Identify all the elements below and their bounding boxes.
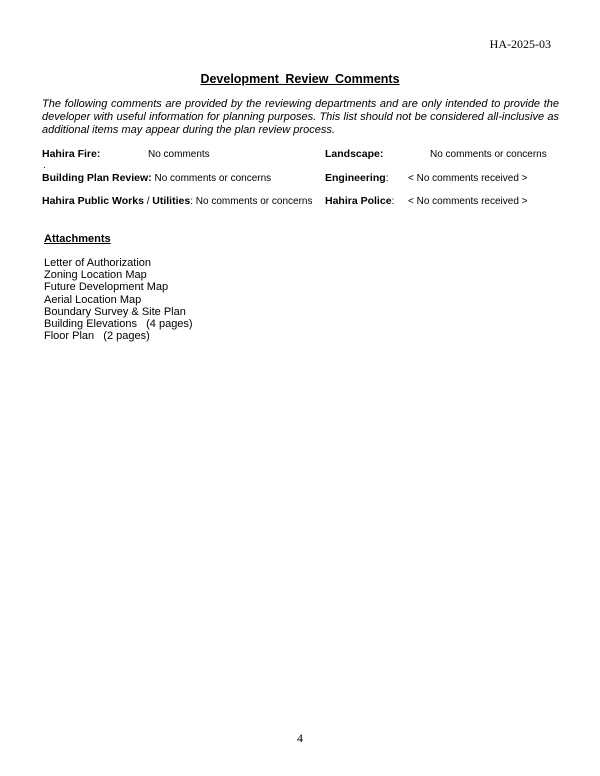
comment-building	[42, 172, 271, 184]
attachment-item: Boundary Survey & Site Plan	[44, 305, 186, 318]
comment-public-works	[42, 195, 312, 207]
comment-police-colon: :	[391, 196, 395, 207]
comment-landscape-value: No comments or concerns	[430, 149, 547, 160]
attachment-item: Building Elevations (4 pages)	[44, 318, 193, 331]
document-id: HA-2025-03	[489, 37, 551, 51]
comment-fire-value: No comments	[148, 149, 210, 160]
comment-fire	[42, 148, 100, 160]
comment-public-works-value: No comments or concerns	[195, 196, 313, 207]
comment-engineering-value: < No comments received >	[408, 173, 528, 184]
comment-engineering	[325, 172, 388, 184]
comment-police-value: < No comments received >	[408, 196, 528, 207]
attachments-heading: Attachments	[44, 233, 111, 245]
separator-dot: .	[43, 160, 46, 171]
comment-public-works-slash: /	[143, 196, 153, 207]
comment-building-value: No comments or concerns	[154, 173, 272, 184]
comment-police	[325, 195, 394, 207]
comment-landscape-label: Landscape:	[325, 148, 384, 160]
attachment-item: Floor Plan (2 pages)	[44, 330, 150, 343]
intro-paragraph: The following comments are provided by the reviewing departments and are only intended to provide the developer with useful information for planning purposes. This list should not be considered all-inclusive as additional items may appear during the plan review process.	[42, 98, 559, 136]
attachment-item: Future Development Map	[44, 281, 169, 294]
comment-engineering-colon: :	[385, 173, 389, 184]
comment-building-label: Building Plan Review:	[42, 172, 152, 184]
comment-landscape	[325, 148, 383, 160]
attachment-item: Zoning Location Map	[44, 269, 147, 282]
comment-police-label: Hahira Police	[325, 195, 392, 207]
attachments-list	[44, 257, 193, 342]
comment-fire-label: Hahira Fire:	[42, 148, 101, 160]
comment-engineering-label: Engineering	[325, 172, 386, 184]
comment-public-works-colon: :	[190, 196, 193, 207]
comment-public-works-label: Hahira Public Works	[42, 195, 144, 207]
page-number: 4	[297, 731, 303, 745]
attachment-item: Letter of Authorization	[44, 257, 152, 269]
comment-utilities-label: Utilities	[152, 195, 191, 207]
page-title: Development Review Comments	[200, 72, 400, 86]
attachment-item: Aerial Location Map	[44, 293, 142, 306]
